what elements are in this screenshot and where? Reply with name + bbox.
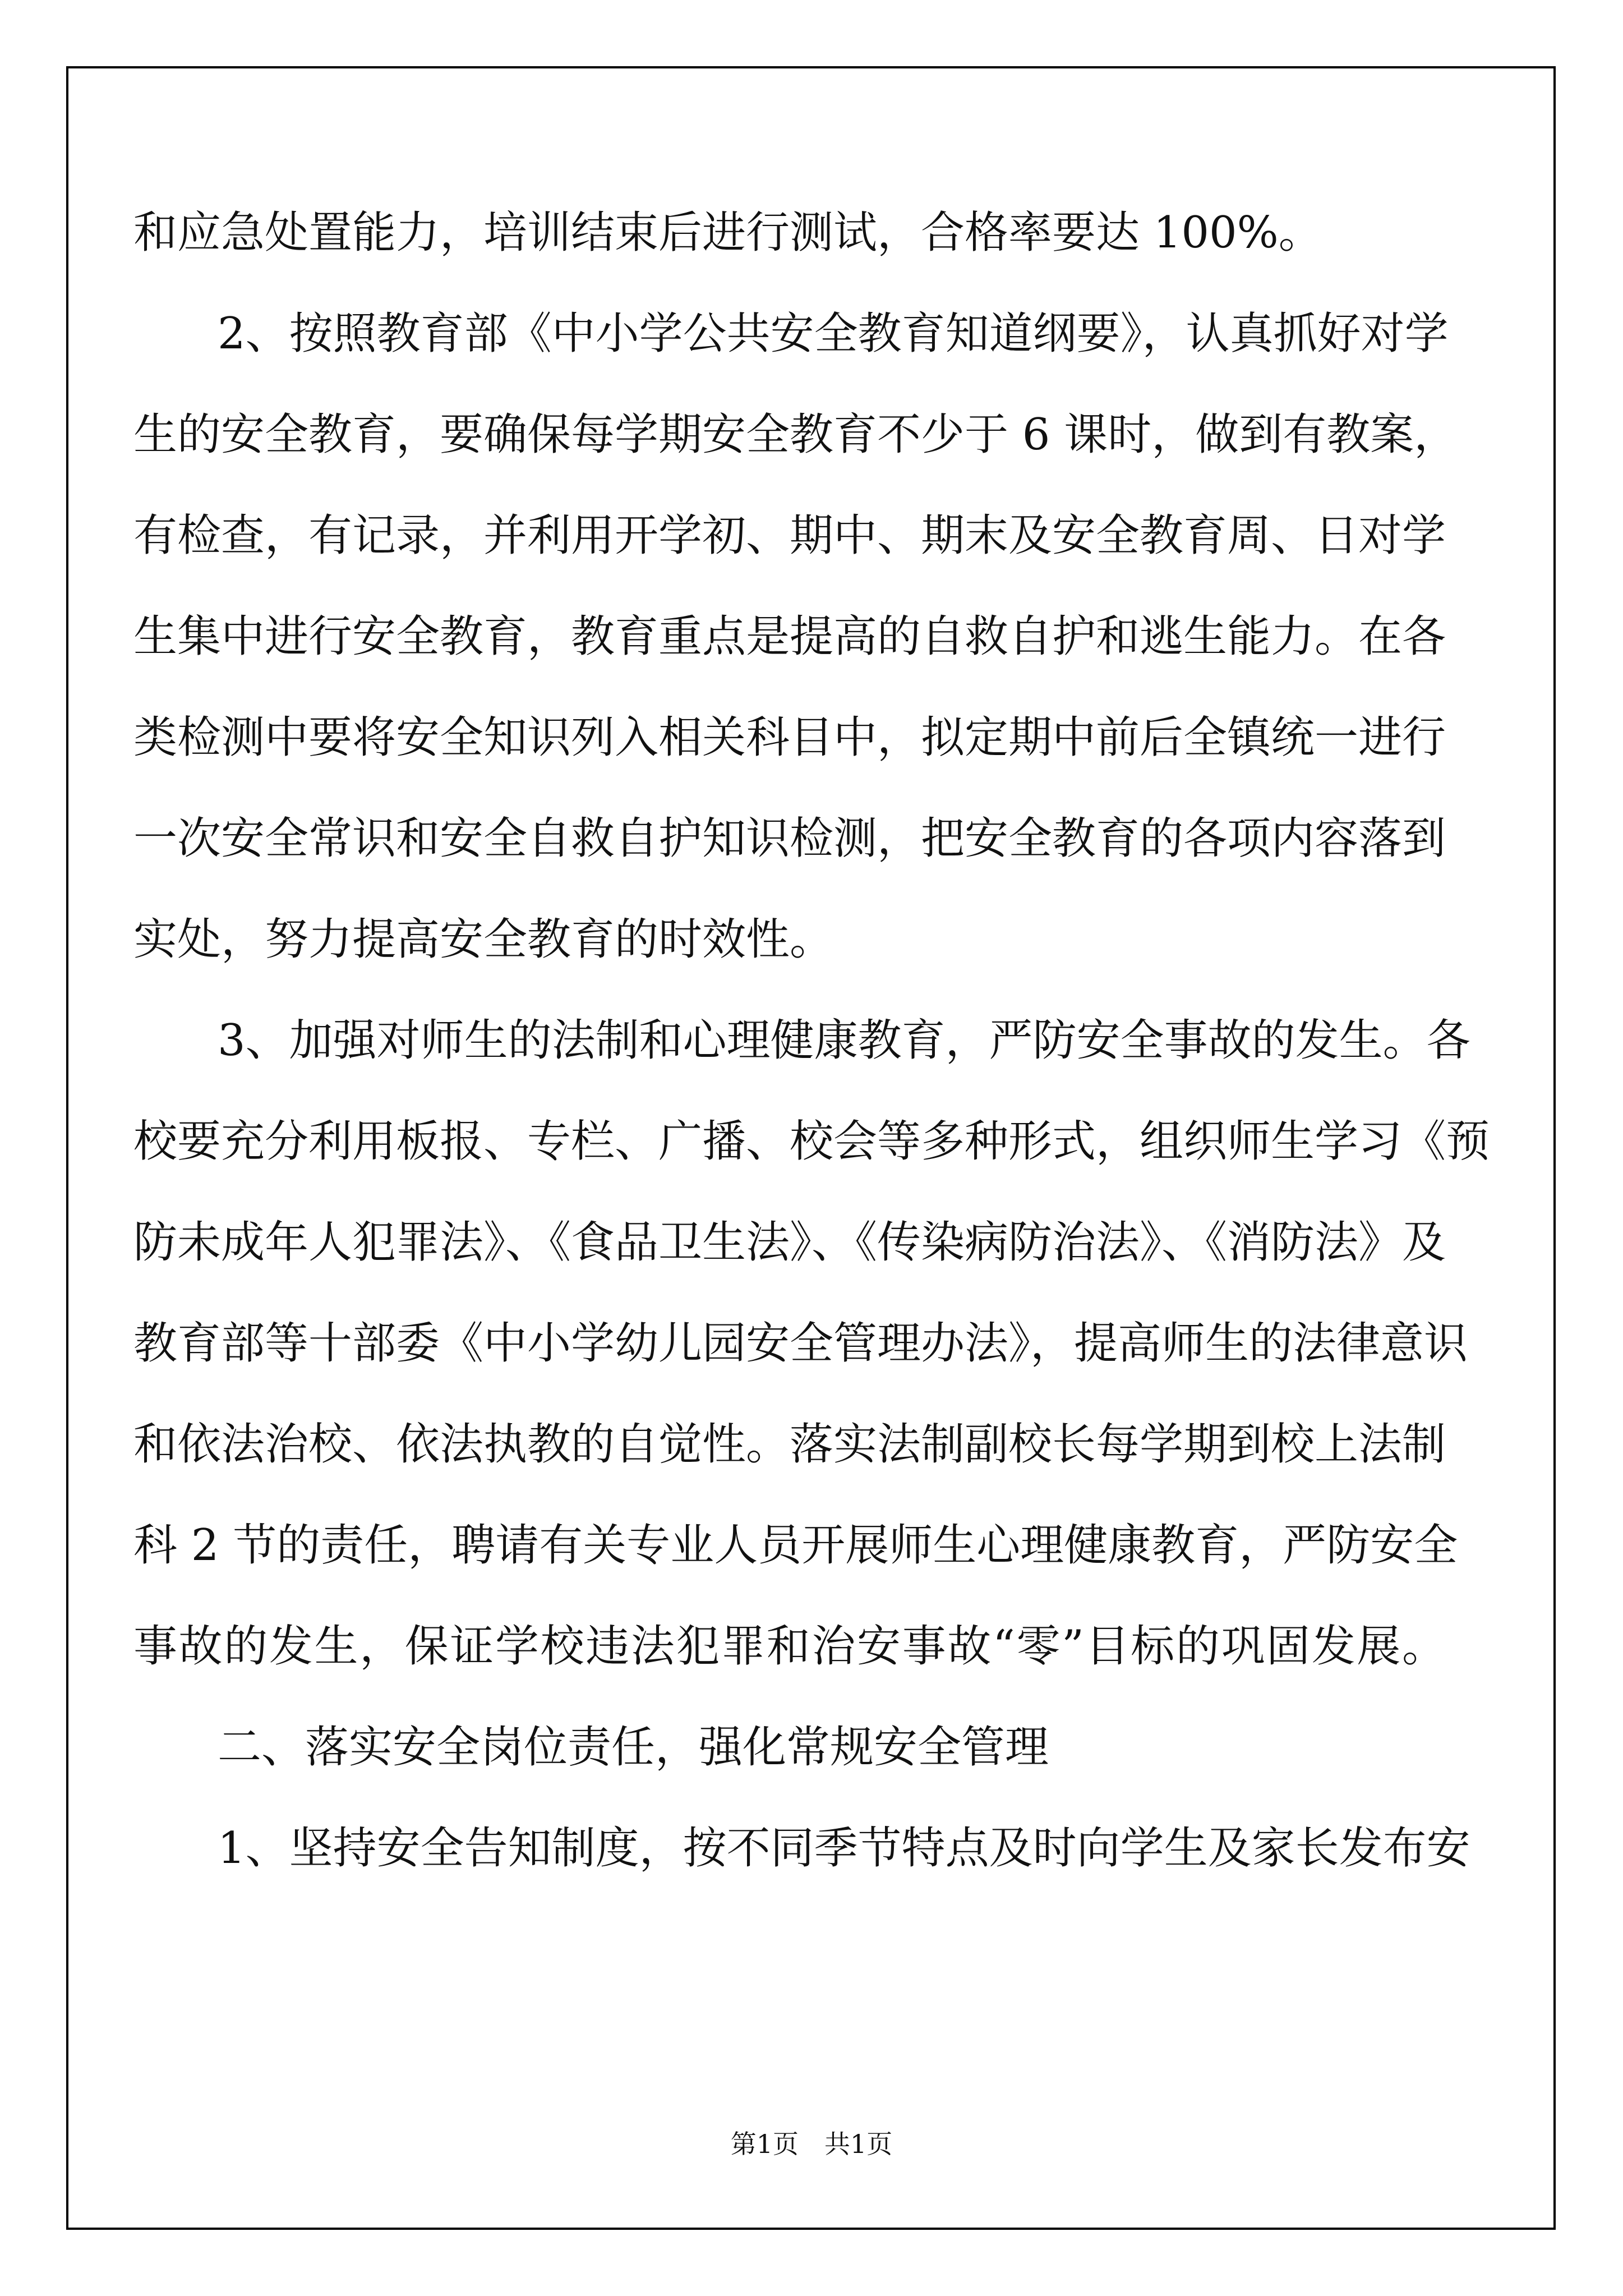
text-line-4: 有检查，有记录，并利用开学初、期中、期末及安全教育周、日对学: [133, 510, 1446, 561]
document-body: [133, 0, 1490, 2188]
text-line-3: 生的安全教育，要确保每学期安全教育不少于 6 课时，做到有教案，: [133, 409, 1458, 460]
section-heading: 二、落实安全岗位责任，强化常规安全管理: [218, 1722, 1049, 1773]
text-line-14: 科 2 节的责任，聘请有关专业人员开展师生心理健康教育，严防安全: [133, 1520, 1458, 1571]
text-line-10: 校要充分利用板报、专栏、广播、校会等多种形式，组织师生学习《预: [133, 1116, 1490, 1167]
text-line-12: 教育部等十部委《中小学幼儿园安全管理办法》，提高师生的法律意识: [133, 1318, 1468, 1369]
text-line-7: 一次安全常识和安全自救自护知识检测，把安全教育的各项内容落到: [133, 813, 1446, 864]
text-line-6: 类检测中要将安全知识列入相关科目中，拟定期中前后全镇统一进行: [133, 712, 1446, 763]
text-line-9: 3、加强对师生的法制和心理健康教育，严防安全事故的发生。各: [218, 1015, 1470, 1066]
text-line-11: 防未成年人犯罪法》、《食品卫生法》、《传染病防治法》、《消防法》及: [133, 1217, 1446, 1268]
text-line-2: 2、按照教育部《中小学公共安全教育知道纲要》，认真抓好对学: [218, 309, 1449, 359]
text-line-8: 实处，努力提高安全教育的时效性。: [133, 914, 834, 965]
text-line-15: 事故的发生，保证学校违法犯罪和治安事故“零”目标的巩固发展。: [133, 1621, 1446, 1672]
page-number-footer: 第1页 共1页: [730, 2129, 893, 2159]
text-line-17: 1、坚持安全告知制度，按不同季节特点及时向学生及家长发布安: [218, 1823, 1470, 1874]
text-line-5: 生集中进行安全教育，教育重点是提高的自救自护和逃生能力。在各: [133, 611, 1446, 662]
text-line-1: 和应急处置能力，培训结束后进行测试，合格率要达 100%。: [133, 208, 1322, 258]
text-line-13: 和依法治校、依法执教的自觉性。落实法制副校长每学期到校上法制: [133, 1419, 1446, 1470]
